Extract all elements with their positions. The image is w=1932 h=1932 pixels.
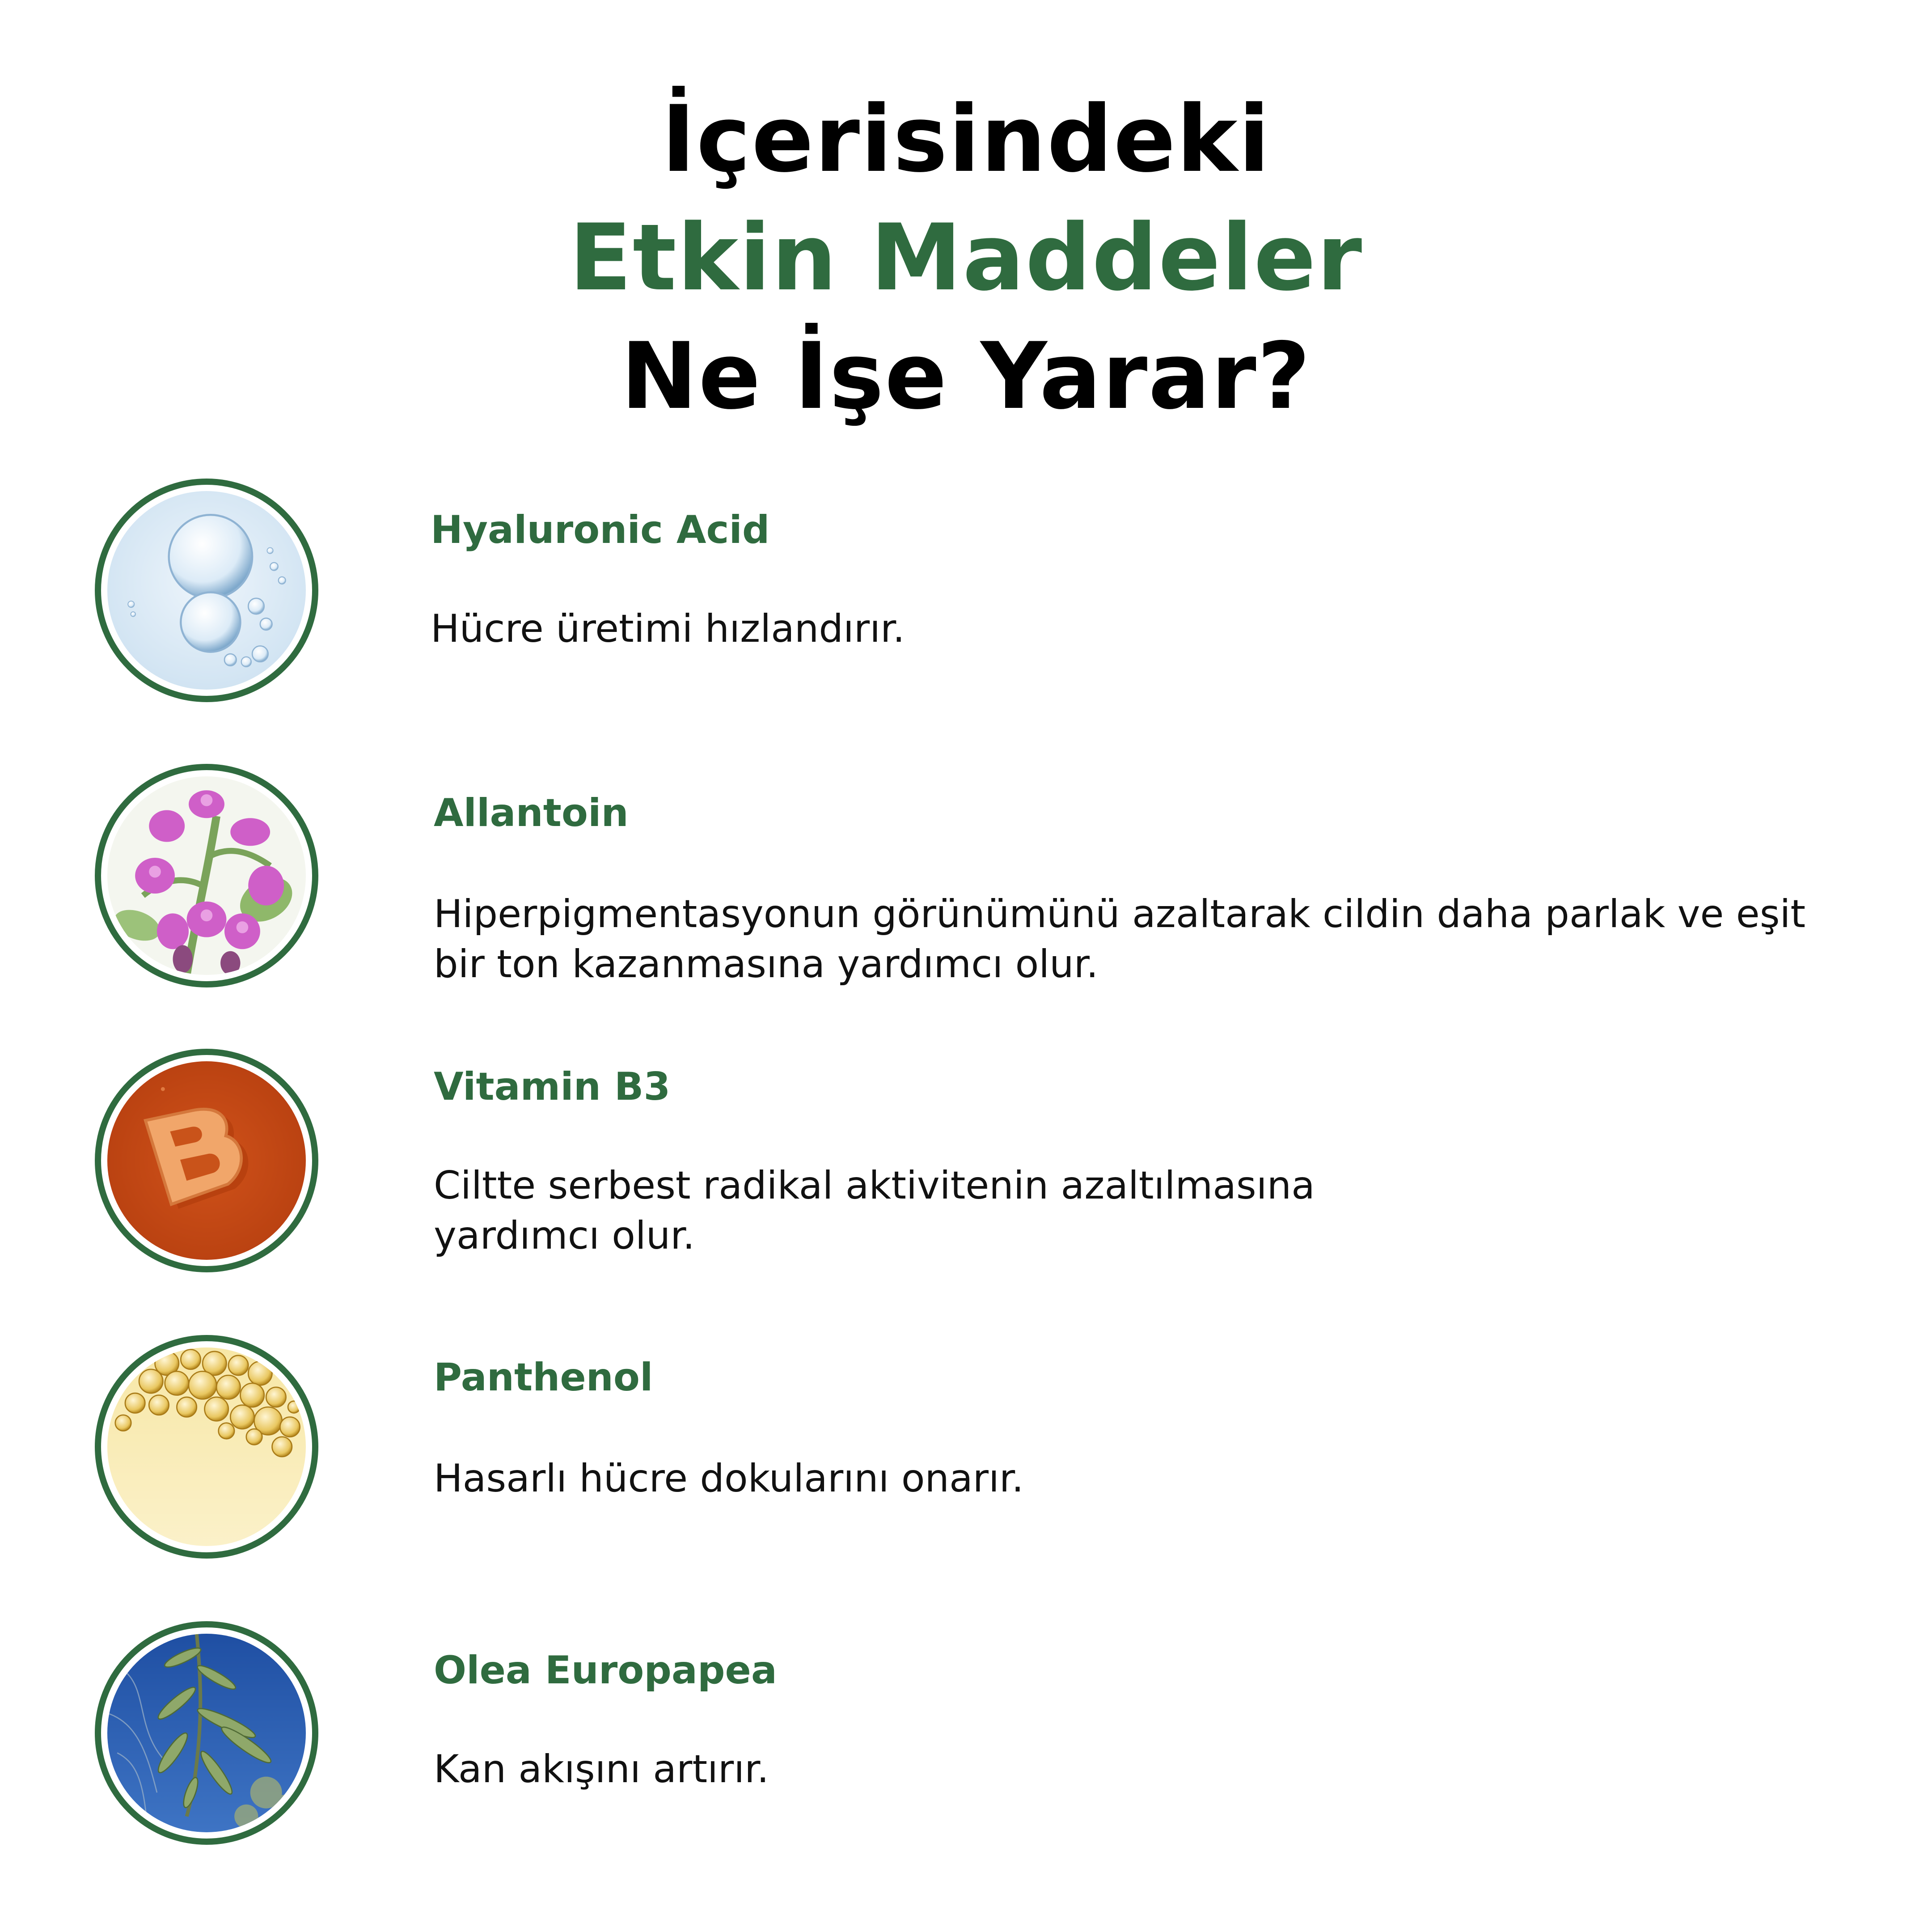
title-line-2: Etkin Maddeler (569, 205, 1363, 311)
ingredient-description: Kan akışını artırır. (434, 1747, 769, 1792)
comfrey-flower-icon (107, 776, 306, 975)
ingredient-row-allantoin (0, 764, 1932, 996)
ingredient-name: Allantoin (434, 791, 629, 835)
ingredient-icon-frame (95, 764, 318, 987)
ingredient-description: Hiperpigmentasyonun görünümünü azaltarak cildin daha parlak ve eşit bir ton kazanmasına yardımcı olur. (434, 892, 1806, 987)
ingredient-name: Hyaluronic Acid (431, 508, 770, 552)
golden-oil-bubbles-icon (107, 1347, 306, 1546)
ingredient-row-panthenol (0, 1335, 1932, 1568)
ingredient-row-olea-europapea (0, 1621, 1932, 1854)
water-bubbles-icon (107, 491, 306, 690)
ingredient-icon-frame (95, 1049, 318, 1272)
ingredient-row-vitamin-b3 (0, 1049, 1932, 1281)
ingredient-icon-frame (95, 479, 318, 702)
title-line-3: Ne İşe Yarar? (621, 323, 1311, 430)
ingredient-row-hyaluronic-acid (0, 479, 1932, 711)
page-title (0, 80, 1932, 436)
ingredient-icon-frame (95, 1621, 318, 1845)
olive-branch-icon (107, 1634, 306, 1832)
ingredient-description: Ciltte serbest radikal aktivitenin azaltılmasına yardımcı olur. (434, 1163, 1315, 1258)
ingredient-name: Olea Europapea (434, 1648, 777, 1693)
ingredient-icon-frame (95, 1335, 318, 1559)
ingredient-name: Panthenol (434, 1355, 653, 1400)
vitamin-b-letter-icon (107, 1061, 306, 1260)
ingredient-description: Hücre üretimi hızlandırır. (431, 606, 905, 651)
ingredient-description: Hasarlı hücre dokularını onarır. (434, 1456, 1024, 1501)
ingredient-name: Vitamin B3 (434, 1064, 671, 1109)
title-line-1: İçerisindeki (661, 86, 1271, 193)
